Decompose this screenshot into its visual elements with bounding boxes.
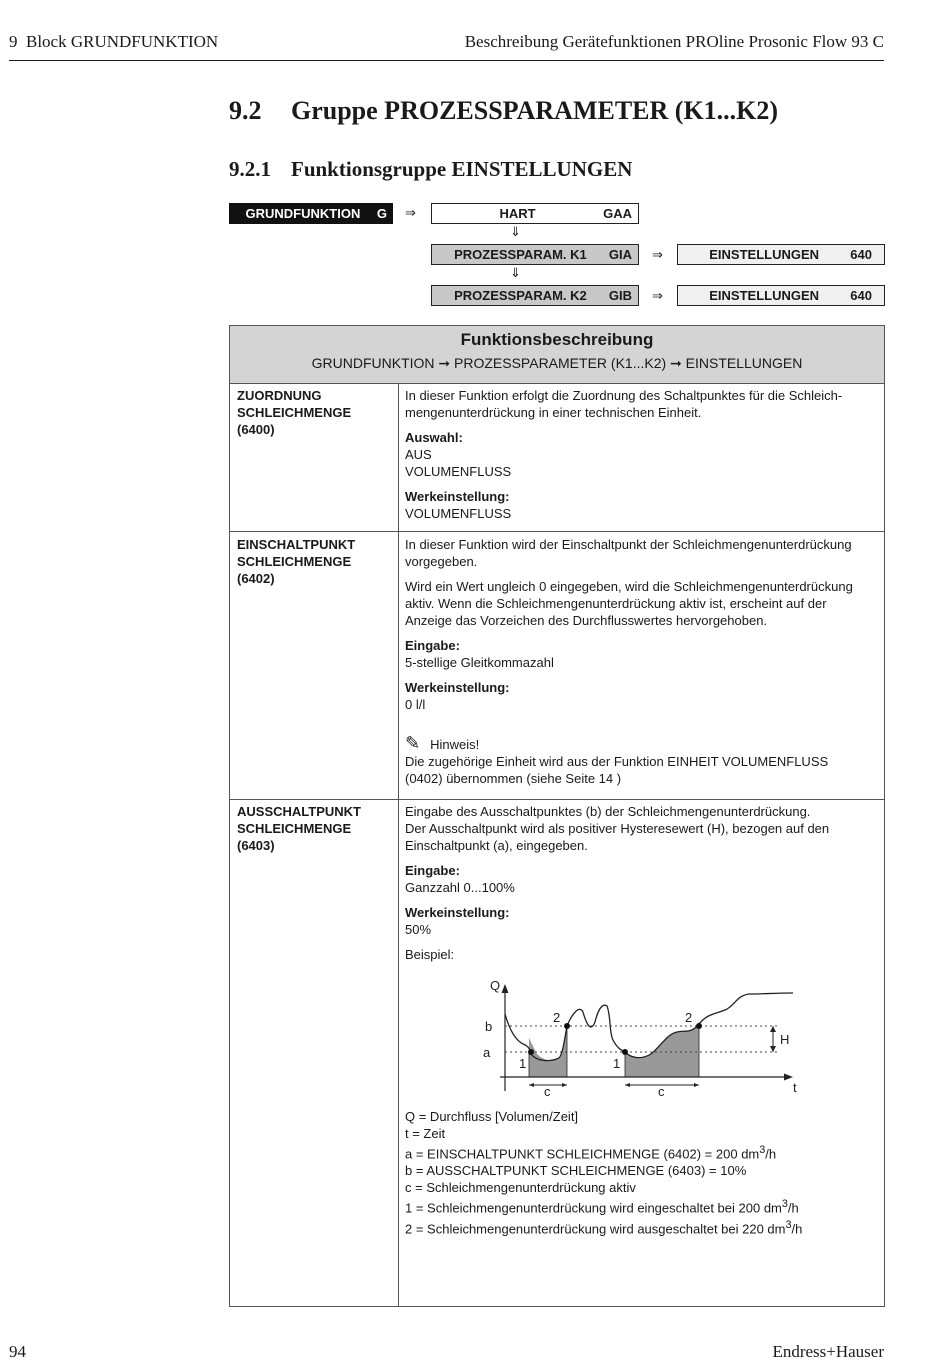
superscript: 3: [785, 1218, 792, 1231]
hysteresis-arrow-icon: [770, 1026, 776, 1032]
factory-setting-value: 50%: [405, 922, 432, 937]
selection-option: AUS: [405, 447, 432, 462]
label-h: H: [780, 1032, 790, 1047]
function-name-6402: [237, 536, 392, 587]
hysteresis-arrow-icon: [770, 1046, 776, 1052]
description: [405, 536, 877, 570]
arrow-right-icon: ⇒: [652, 247, 663, 262]
c-bracket-arrow-icon: [562, 1083, 567, 1087]
arrow-right-icon: ⇒: [652, 288, 663, 303]
factory-setting: [405, 904, 877, 938]
label-c: c: [658, 1084, 665, 1099]
function-name-line: (6403): [237, 838, 275, 853]
legend-line: c = Schleichmengenunterdrückung aktiv: [405, 1180, 636, 1196]
legend-line: [405, 1196, 877, 1216]
text-line: vorgegeben.: [405, 554, 478, 569]
superscript: 3: [759, 1144, 766, 1156]
legend-line: b = AUSSCHALTPUNKT SCHLEICHMENGE (6403) = 10%: [405, 1163, 747, 1179]
legend-line: Q = Durchfluss [Volumen/Zeit]: [405, 1109, 579, 1124]
header-document-title: Beschreibung Gerätefunktionen PROline Prosonic Flow 93 C: [464, 32, 884, 51]
nav-code: G: [376, 206, 387, 221]
legend-line: t = Zeit: [405, 1126, 446, 1141]
legend-text: 2 = Schleichmengenunterdrückung wird ausgeschaltet bei 220 dm: [405, 1220, 786, 1236]
factory-setting-label: Werkeinstellung:: [405, 680, 510, 695]
page-number: 94: [9, 1342, 26, 1361]
function-name-line: EINSCHALTPUNKT: [237, 537, 356, 552]
low-flow-cutoff-diagram: [475, 976, 805, 1101]
legend-text: /h: [791, 1220, 803, 1236]
example-label-text: Beispiel:: [405, 947, 455, 962]
label-a: a: [483, 1045, 491, 1060]
section-heading: [229, 96, 778, 126]
text-line: Eingabe des Ausschaltpunktes (b) der Schleichmengenunterdrückung.: [405, 804, 811, 819]
text-line: Die zugehörige Einheit wird aus der Funktion EINHEIT VOLUMENFLUSS: [405, 754, 829, 769]
legend-text: a = EINSCHALTPUNKT SCHLEICHMENGE (6402) = 200 dm: [405, 1146, 760, 1162]
nav-label: HART: [499, 206, 536, 221]
cutoff-active-area: [625, 1022, 699, 1077]
table-path: GRUNDFUNKTION ➞ PROZESSPARAMETER (K1...K2) ➞ EINSTELLUNGEN: [311, 355, 803, 371]
legend-line: [405, 1217, 877, 1237]
function-desc-6403: [405, 803, 877, 971]
flow-curve: [505, 993, 793, 1061]
input-value: 5-stellige Gleitkommazahl: [405, 655, 554, 670]
header-rule: [9, 60, 884, 61]
hint-block: [405, 735, 877, 787]
function-name-line: SCHLEICHMENGE: [237, 821, 352, 836]
c-bracket-arrow-icon: [625, 1083, 630, 1087]
nav-code: 640: [850, 247, 872, 262]
subsection-heading: [229, 157, 632, 182]
selection: [405, 429, 877, 480]
legend-text: /h: [765, 1146, 777, 1162]
function-name-line: (6402): [237, 571, 275, 586]
text-line: In dieser Funktion wird der Einschaltpunkt der Schleichmengenunterdrückung: [405, 537, 852, 552]
hint-heading: [405, 735, 877, 753]
factory-setting-label: Werkeinstellung:: [405, 489, 510, 504]
function-table: [229, 325, 885, 1307]
arrow-down-icon: ⇓: [510, 224, 521, 239]
function-name-line: SCHLEICHMENGE: [237, 405, 352, 420]
c-bracket-arrow-icon: [694, 1083, 699, 1087]
nav-box-hart: [431, 203, 639, 224]
input-value: Ganzzahl 0...100%: [405, 880, 515, 895]
label-2: 2: [553, 1010, 561, 1025]
text-line: (0402) übernommen (siehe Seite 14 ): [405, 771, 622, 786]
q-axis-arrow-icon: [502, 984, 509, 993]
section-number: 9.2: [229, 96, 262, 125]
nav-code: GIB: [608, 288, 632, 303]
input-label: Eingabe:: [405, 638, 460, 653]
selection-option: VOLUMENFLUSS: [405, 464, 512, 479]
nav-box-prozessparam-k1: [431, 244, 639, 265]
label-c: c: [544, 1084, 551, 1099]
input-label: Eingabe:: [405, 863, 460, 878]
switch-on-point: [528, 1049, 534, 1055]
subsection-number: 9.2.1: [229, 157, 271, 181]
t-axis-label: t: [793, 1080, 797, 1095]
factory-setting: [405, 679, 877, 713]
function-name-line: SCHLEICHMENGE: [237, 554, 352, 569]
q-axis-label: Q: [490, 978, 501, 993]
nav-label: PROZESSPARAM. K2: [454, 288, 587, 303]
nav-label: PROZESSPARAM. K1: [454, 247, 587, 262]
column-divider: [398, 383, 399, 1306]
text-line: Der Ausschaltpunkt wird als positiver Hysteresewert (H), bezogen auf den: [405, 821, 830, 836]
function-desc-6402: [405, 536, 877, 795]
factory-setting-label: Werkeinstellung:: [405, 905, 510, 920]
table-title: Funktionsbeschreibung: [460, 330, 654, 349]
function-name-line: (6400): [237, 422, 275, 437]
arrow-right-icon: ⇒: [405, 205, 416, 220]
legend-text: 1 = Schleichmengenunterdrückung wird eingeschaltet bei 200 dm: [405, 1200, 782, 1216]
pencil-icon: ✎: [405, 733, 421, 753]
input: [405, 862, 877, 896]
text-line: mengenunterdrückung in einer technischen Einheit.: [405, 405, 702, 420]
selection-label: Auswahl:: [405, 430, 463, 445]
description: [405, 578, 877, 629]
text-line: aktiv. Wenn die Schleichmengenunterdrückung aktiv ist, erscheint auf der: [405, 596, 827, 611]
switch-off-point: [564, 1023, 570, 1029]
input: [405, 637, 877, 671]
factory-setting-value: VOLUMENFLUSS: [405, 506, 512, 521]
text-line: Anzeige das Vorzeichen des Durchflusswertes hervorgehoben.: [405, 613, 768, 628]
hint-title: Hinweis!: [430, 737, 480, 752]
factory-setting-value: 0 l/l: [405, 697, 426, 712]
switch-on-point: [622, 1049, 628, 1055]
t-axis-arrow-icon: [784, 1074, 793, 1081]
description: [405, 803, 877, 854]
row-divider: [230, 799, 884, 800]
label-b: b: [485, 1019, 493, 1034]
switch-off-point: [696, 1023, 702, 1029]
legend-text: /h: [787, 1200, 799, 1216]
nav-box-einstellungen-k2: [677, 285, 885, 306]
function-name-line: ZUORDNUNG: [237, 388, 322, 403]
label-2: 2: [685, 1010, 693, 1025]
label-1: 1: [613, 1056, 621, 1071]
function-name-6400: [237, 387, 392, 438]
description: [405, 387, 877, 421]
table-header: [230, 326, 884, 384]
legend-line: [405, 1142, 877, 1162]
header-chapter: 9 Block GRUNDFUNKTION: [9, 32, 219, 51]
section-title: Gruppe PROZESSPARAMETER (K1...K2): [291, 96, 779, 125]
text-line: Einschaltpunkt (a), eingegeben.: [405, 838, 588, 853]
nav-box-einstellungen-k1: [677, 244, 885, 265]
nav-label: EINSTELLUNGEN: [709, 247, 820, 262]
nav-box-prozessparam-k2: [431, 285, 639, 306]
c-bracket-arrow-icon: [529, 1083, 534, 1087]
function-desc-6400: [405, 387, 877, 530]
nav-code: GAA: [603, 206, 632, 221]
example-label: [405, 946, 877, 963]
text-line: Wird ein Wert ungleich 0 eingegeben, wird die Schleichmengenunterdrückung: [405, 579, 853, 594]
superscript: 3: [781, 1198, 788, 1211]
arrow-down-icon: ⇓: [510, 265, 521, 280]
factory-setting: [405, 488, 877, 522]
function-name-6403: [237, 803, 392, 854]
function-name-line: AUSSCHALTPUNKT: [237, 804, 361, 819]
nav-code: 640: [850, 288, 872, 303]
row-divider: [230, 531, 884, 532]
diagram-legend: [405, 1108, 877, 1237]
subsection-title: Funktionsgruppe EINSTELLUNGEN: [291, 157, 633, 181]
label-1: 1: [519, 1056, 527, 1071]
nav-label: GRUNDFUNKTION: [245, 206, 361, 221]
text-line: In dieser Funktion erfolgt die Zuordnung des Schaltpunktes für die Schleich-: [405, 388, 843, 403]
nav-code: GIA: [608, 247, 632, 262]
brand-logo: Endress+Hauser: [772, 1342, 884, 1361]
nav-label: EINSTELLUNGEN: [709, 288, 820, 303]
nav-box-grundfunktion: [229, 203, 393, 224]
